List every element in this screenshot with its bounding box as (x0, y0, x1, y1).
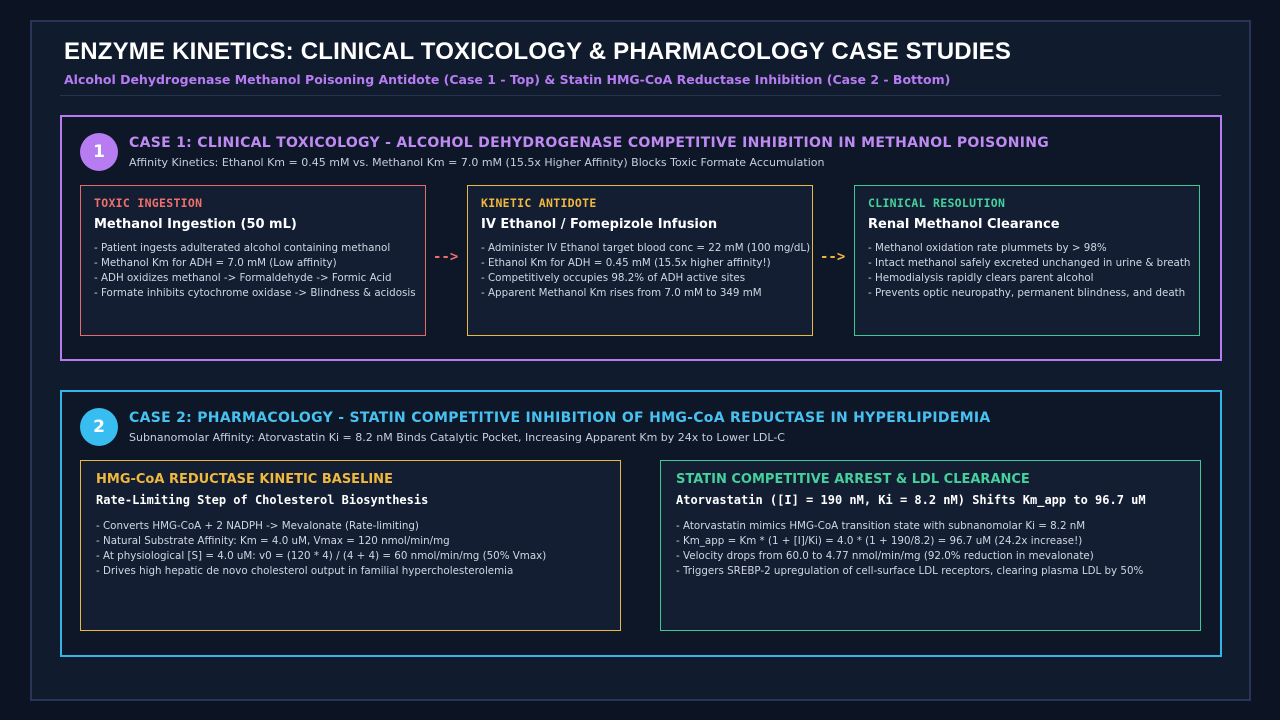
page-title: ENZYME KINETICS: CLINICAL TOXICOLOGY & PHARMACOLOGY CASE STUDIES (64, 38, 1012, 65)
box-tag: STATIN COMPETITIVE ARREST & LDL CLEARANCE (676, 472, 1030, 487)
list-item: - Triggers SREBP-2 upregulation of cell-surface LDL receptors, clearing plasma LDL by 50% (676, 565, 1144, 577)
box-title: Atorvastatin ([I] = 190 nM, Ki = 8.2 nM) Shifts Km_app to 96.7 uM (676, 493, 1146, 507)
box-lines (94, 241, 416, 301)
toxic-ingestion-box (80, 185, 426, 336)
list-item: - Formate inhibits cytochrome oxidase -> Blindness & acidosis (94, 287, 416, 299)
list-item: - Km_app = Km * (1 + [I]/Ki) = 4.0 * (1 + 190/8.2) = 96.7 uM (24.2x increase!) (676, 535, 1083, 547)
case-1-title: CASE 1: CLINICAL TOXICOLOGY - ALCOHOL DEHYDROGENASE COMPETITIVE INHIBITION IN METHANOL POISONING (129, 135, 1050, 151)
header-divider (60, 95, 1221, 96)
list-item: - ADH oxidizes methanol -> Formaldehyde -> Formic Acid (94, 272, 392, 284)
hmg-coa-baseline-box (80, 460, 621, 631)
list-item: - Drives high hepatic de novo cholesterol output in familial hypercholesterolemia (96, 565, 514, 577)
box-lines (868, 241, 1190, 301)
list-item: - Velocity drops from 60.0 to 4.77 nmol/min/mg (92.0% reduction in mevalonate) (676, 550, 1094, 562)
box-title: Methanol Ingestion (50 mL) (94, 217, 297, 232)
list-item: - Hemodialysis rapidly clears parent alcohol (868, 272, 1094, 284)
box-title: Rate-Limiting Step of Cholesterol Biosynthesis (96, 493, 429, 507)
list-item: - Competitively occupies 98.2% of ADH active sites (481, 272, 746, 284)
list-item: - At physiological [S] = 4.0 uM: v0 = (120 * 4) / (4 + 4) = 60 nmol/min/mg (50% Vmax) (96, 550, 547, 562)
box-lines (481, 241, 810, 301)
box-tag: CLINICAL RESOLUTION (868, 196, 1006, 210)
list-item: - Atorvastatin mimics HMG-CoA transition state with subnanomolar Ki = 8.2 nM (676, 520, 1086, 532)
list-item: - Intact methanol safely excreted unchanged in urine & breath (868, 257, 1191, 269)
page-subtitle: Alcohol Dehydrogenase Methanol Poisoning Antidote (Case 1 - Top) & Statin HMG-CoA Reductase Inhibition (Case 2 - Bottom) (64, 72, 951, 87)
box-tag: TOXIC INGESTION (94, 196, 203, 210)
statin-arrest-box (660, 460, 1201, 631)
list-item: - Ethanol Km for ADH = 0.45 mM (15.5x higher affinity!) (481, 257, 771, 269)
kinetic-antidote-box (467, 185, 813, 336)
case-2-number-badge: 2 (80, 408, 118, 446)
case-1-subtitle: Affinity Kinetics: Ethanol Km = 0.45 mM vs. Methanol Km = 7.0 mM (15.5x Higher Affinity) Blocks Toxic Formate Accumulation (129, 156, 825, 169)
list-item: - Converts HMG-CoA + 2 NADPH -> Mevalonate (Rate-limiting) (96, 520, 419, 532)
case-2-subtitle: Subnanomolar Affinity: Atorvastatin Ki = 8.2 nM Binds Catalytic Pocket, Increasing Apparent Km by 24x to Lower LDL-C (129, 431, 785, 444)
box-lines (96, 519, 546, 579)
list-item: - Prevents optic neuropathy, permanent blindness, and death (868, 287, 1186, 299)
clinical-resolution-box (854, 185, 1200, 336)
case-2-title: CASE 2: PHARMACOLOGY - STATIN COMPETITIVE INHIBITION OF HMG-CoA REDUCTASE IN HYPERLIPIDEMIA (129, 410, 991, 426)
list-item: - Methanol oxidation rate plummets by > 98% (868, 242, 1107, 254)
flow-arrow-2: --> (820, 249, 846, 265)
box-tag: KINETIC ANTIDOTE (481, 196, 597, 210)
box-title: Renal Methanol Clearance (868, 217, 1060, 232)
list-item: - Apparent Methanol Km rises from 7.0 mM to 349 mM (481, 287, 762, 299)
list-item: - Patient ingests adulterated alcohol containing methanol (94, 242, 391, 254)
list-item: - Natural Substrate Affinity: Km = 4.0 uM, Vmax = 120 nmol/min/mg (96, 535, 450, 547)
box-lines (676, 519, 1143, 579)
flow-arrow-1: --> (433, 249, 459, 265)
box-title: IV Ethanol / Fomepizole Infusion (481, 217, 718, 232)
box-tag: HMG-CoA REDUCTASE KINETIC BASELINE (96, 472, 393, 487)
list-item: - Methanol Km for ADH = 7.0 mM (Low affinity) (94, 257, 337, 269)
list-item: - Administer IV Ethanol target blood conc = 22 mM (100 mg/dL) (481, 242, 811, 254)
case-1-number-badge: 1 (80, 133, 118, 171)
